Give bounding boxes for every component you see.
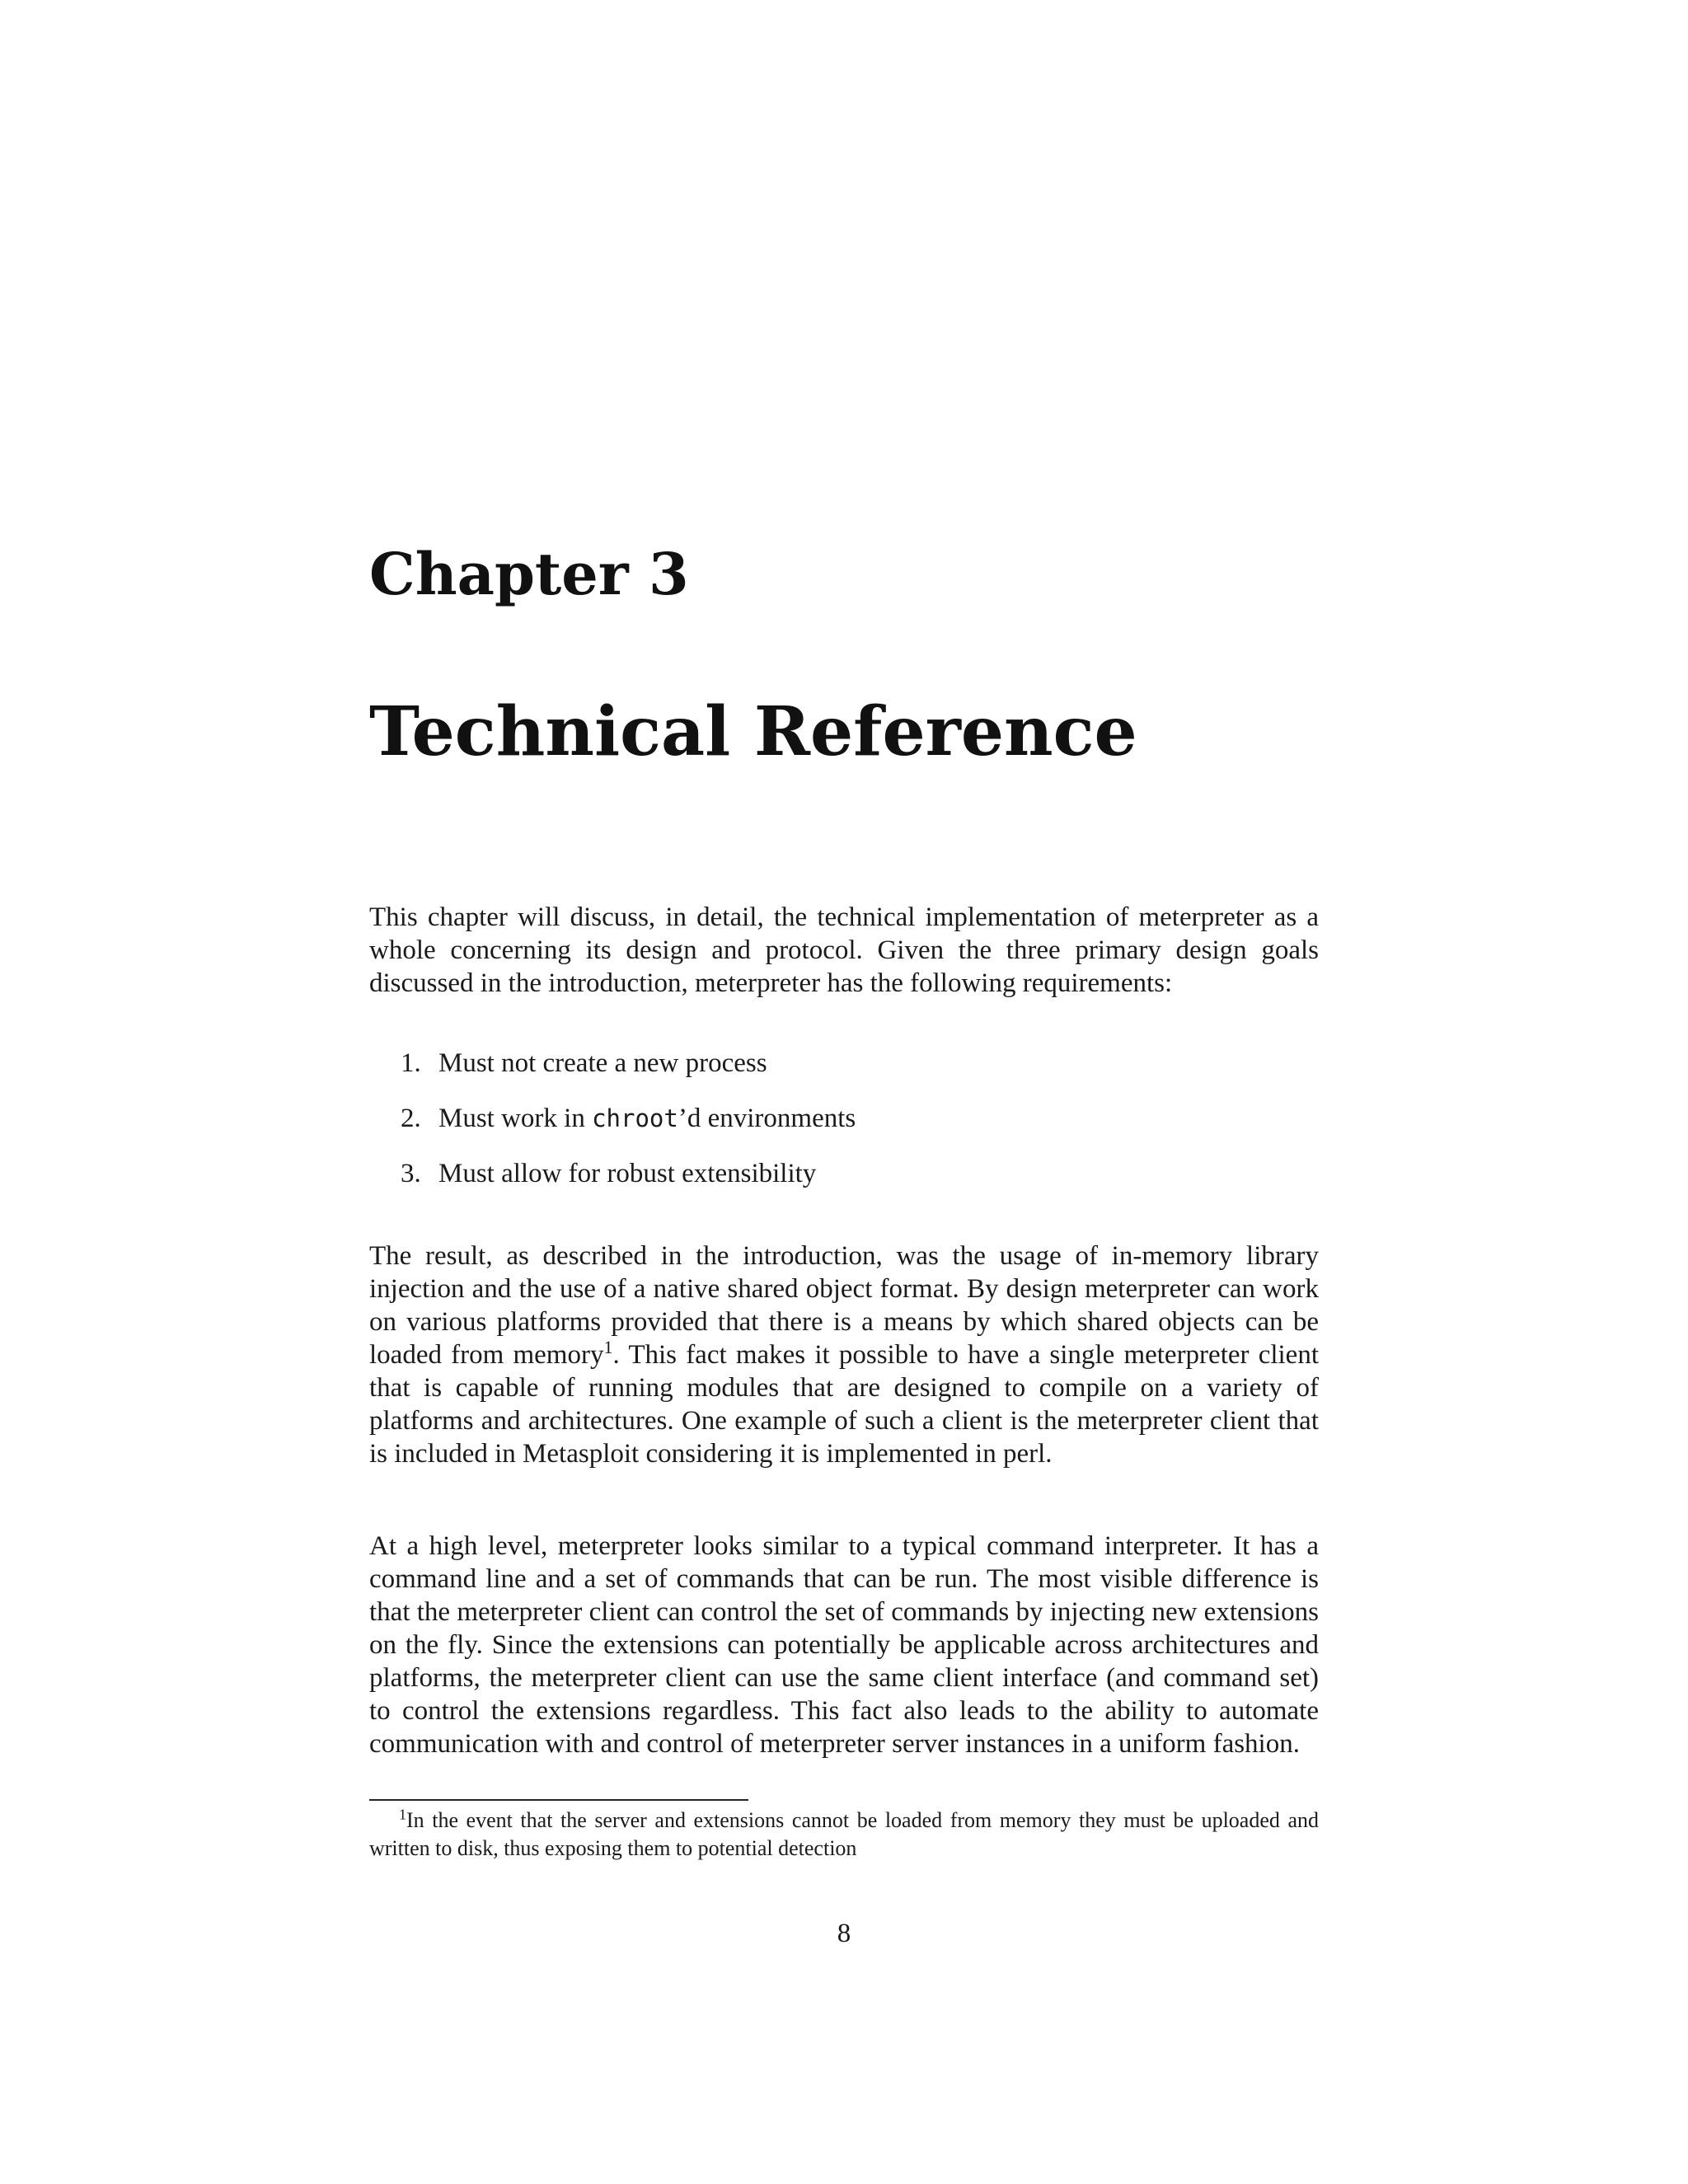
list-item-number: 3. xyxy=(401,1159,421,1188)
page-number: 8 xyxy=(837,1919,851,1948)
list-item-text-before: Must work in xyxy=(438,1104,593,1133)
list-item-text: Must allow for robust extensibility xyxy=(438,1159,817,1188)
paragraph-text: . This fact makes it possible to have a single meterpreter client that is capable of running modules that are designed to compile on a variety of platforms and architectures. One example of such a client is the meterpreter client that is included in Metasploit considering it is implemented in perl. xyxy=(369,1340,1319,1469)
list-item-text xyxy=(438,1102,856,1135)
footnote xyxy=(369,1807,1319,1863)
footnote-text: In the event that the server and extensions cannot be loaded from memory they must be uploaded and written to disk, thus exposing them to potential detection xyxy=(369,1808,1319,1860)
paragraph-text: The result, as described in the introduction, was the usage of in-memory library injection and the use of a native shared object format. By design meterpreter can work on various platforms provided that there is a means by which shared objects can be loaded from memory xyxy=(369,1241,1319,1370)
list-item-text-after: ’d environments xyxy=(678,1104,856,1133)
footnote-divider xyxy=(369,1799,748,1801)
list-item xyxy=(401,1102,1307,1135)
body-paragraph-high-level: At a high level, meterpreter looks similar to a typical command interpreter. It has a command line and a set of commands that can be run. The most visible difference is that the meterpreter client can control the set of commands by injecting new extensions on the fly. Since the extensions can potentially be applicable across architectures and platforms, the meterpreter client can use the same client interface (and command set) to control the extensions regardless. This fact also leads to the ability to automate communication with and control of meterpreter server instances in a uniform fashion. xyxy=(369,1531,1319,1759)
inline-code-chroot: chroot xyxy=(592,1104,678,1132)
footnote-mark: 1 xyxy=(399,1806,406,1823)
body-paragraph-result xyxy=(369,1240,1319,1470)
list-item xyxy=(401,1047,1307,1080)
list-item-text: Must not create a new process xyxy=(438,1048,767,1078)
chapter-label: Chapter 3 xyxy=(369,540,689,608)
requirements-list xyxy=(401,1047,1307,1212)
footnote-reference[interactable]: 1 xyxy=(603,1337,613,1357)
list-item-number: 1. xyxy=(401,1048,421,1078)
list-item-number: 2. xyxy=(401,1104,421,1133)
chapter-title: Technical Reference xyxy=(369,692,1137,771)
intro-paragraph: This chapter will discuss, in detail, the technical implementation of meterpreter as a whole concerning its design and protocol. Given the three primary design goals discussed in the introduction, meterpreter has the following requirements: xyxy=(369,902,1319,998)
list-item xyxy=(401,1157,1307,1190)
